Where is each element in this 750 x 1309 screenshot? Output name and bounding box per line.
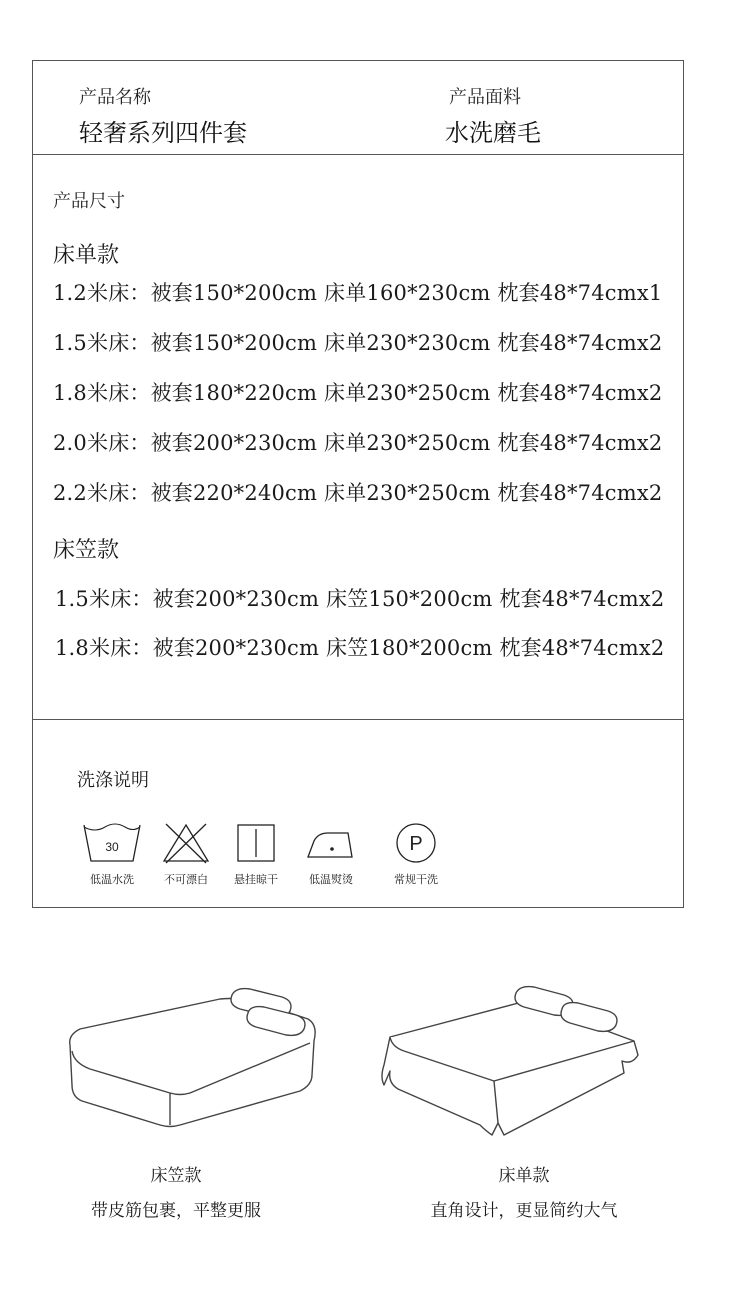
wash-icon-item xyxy=(151,821,221,887)
product-info-frame xyxy=(32,60,684,908)
wash-icon-label: 低温水洗 xyxy=(90,873,134,886)
divider xyxy=(33,719,683,720)
no-bleach-icon xyxy=(160,821,212,865)
fitted-sheet-bed-icon xyxy=(60,985,330,1155)
wash-basin-30-icon xyxy=(81,821,143,865)
sheet-size-row: 1.8米床：被套180*220cm 床单230*250cm 枕套48*74cmx2 xyxy=(53,381,663,405)
svg-text:30: 30 xyxy=(105,840,119,854)
fitted-category-title: 床笠款 xyxy=(53,538,120,563)
bed-desc: 带皮筋包裹，平整更服 xyxy=(91,1201,261,1221)
sheet-size-row: 2.2米床：被套220*240cm 床单230*250cm 枕套48*74cmx2 xyxy=(53,481,663,505)
bed-title: 床笠款 xyxy=(150,1166,202,1186)
wash-icon-item xyxy=(77,821,147,887)
wash-icon-item xyxy=(381,821,451,887)
wash-icon-item xyxy=(296,821,366,887)
bed-caption-flat xyxy=(374,1161,674,1221)
fitted-size-row: 1.5米床：被套200*230cm 床笠150*200cm 枕套48*74cmx2 xyxy=(55,587,665,611)
product-name-value: 轻奢系列四件套 xyxy=(79,119,247,147)
divider xyxy=(33,154,683,155)
product-name-label: 产品名称 xyxy=(79,87,151,108)
bed-desc: 直角设计，更显简约大气 xyxy=(430,1201,618,1221)
sheet-category-title: 床单款 xyxy=(53,243,120,268)
size-title: 产品尺寸 xyxy=(53,191,125,212)
wash-icon-label: 低温熨烫 xyxy=(309,873,353,886)
product-fabric-label: 产品面料 xyxy=(449,87,521,108)
fitted-size-row: 1.8米床：被套200*230cm 床笠180*200cm 枕套48*74cmx2 xyxy=(55,636,665,660)
wash-icon-label: 不可漂白 xyxy=(164,873,208,886)
wash-icon-label: 悬挂晾干 xyxy=(234,873,278,886)
sheet-size-row: 2.0米床：被套200*230cm 床单230*250cm 枕套48*74cmx2 xyxy=(53,431,663,455)
sheet-size-row: 1.5米床：被套150*200cm 床单230*230cm 枕套48*74cmx2 xyxy=(53,331,663,355)
hang-dry-icon xyxy=(234,821,278,865)
product-fabric-value: 水洗磨毛 xyxy=(445,119,541,147)
dry-clean-p-icon xyxy=(392,821,440,865)
wash-icon-item xyxy=(221,821,291,887)
low-iron-icon xyxy=(304,821,358,865)
svg-text:P: P xyxy=(409,833,423,855)
bed-title: 床单款 xyxy=(498,1166,550,1186)
flat-sheet-bed-icon xyxy=(376,985,646,1145)
bed-caption-fitted xyxy=(26,1161,326,1221)
wash-title: 洗涤说明 xyxy=(77,770,149,791)
sheet-size-row: 1.2米床：被套150*200cm 床单160*230cm 枕套48*74cmx1 xyxy=(53,281,663,305)
wash-icon-label: 常规干洗 xyxy=(394,873,438,886)
